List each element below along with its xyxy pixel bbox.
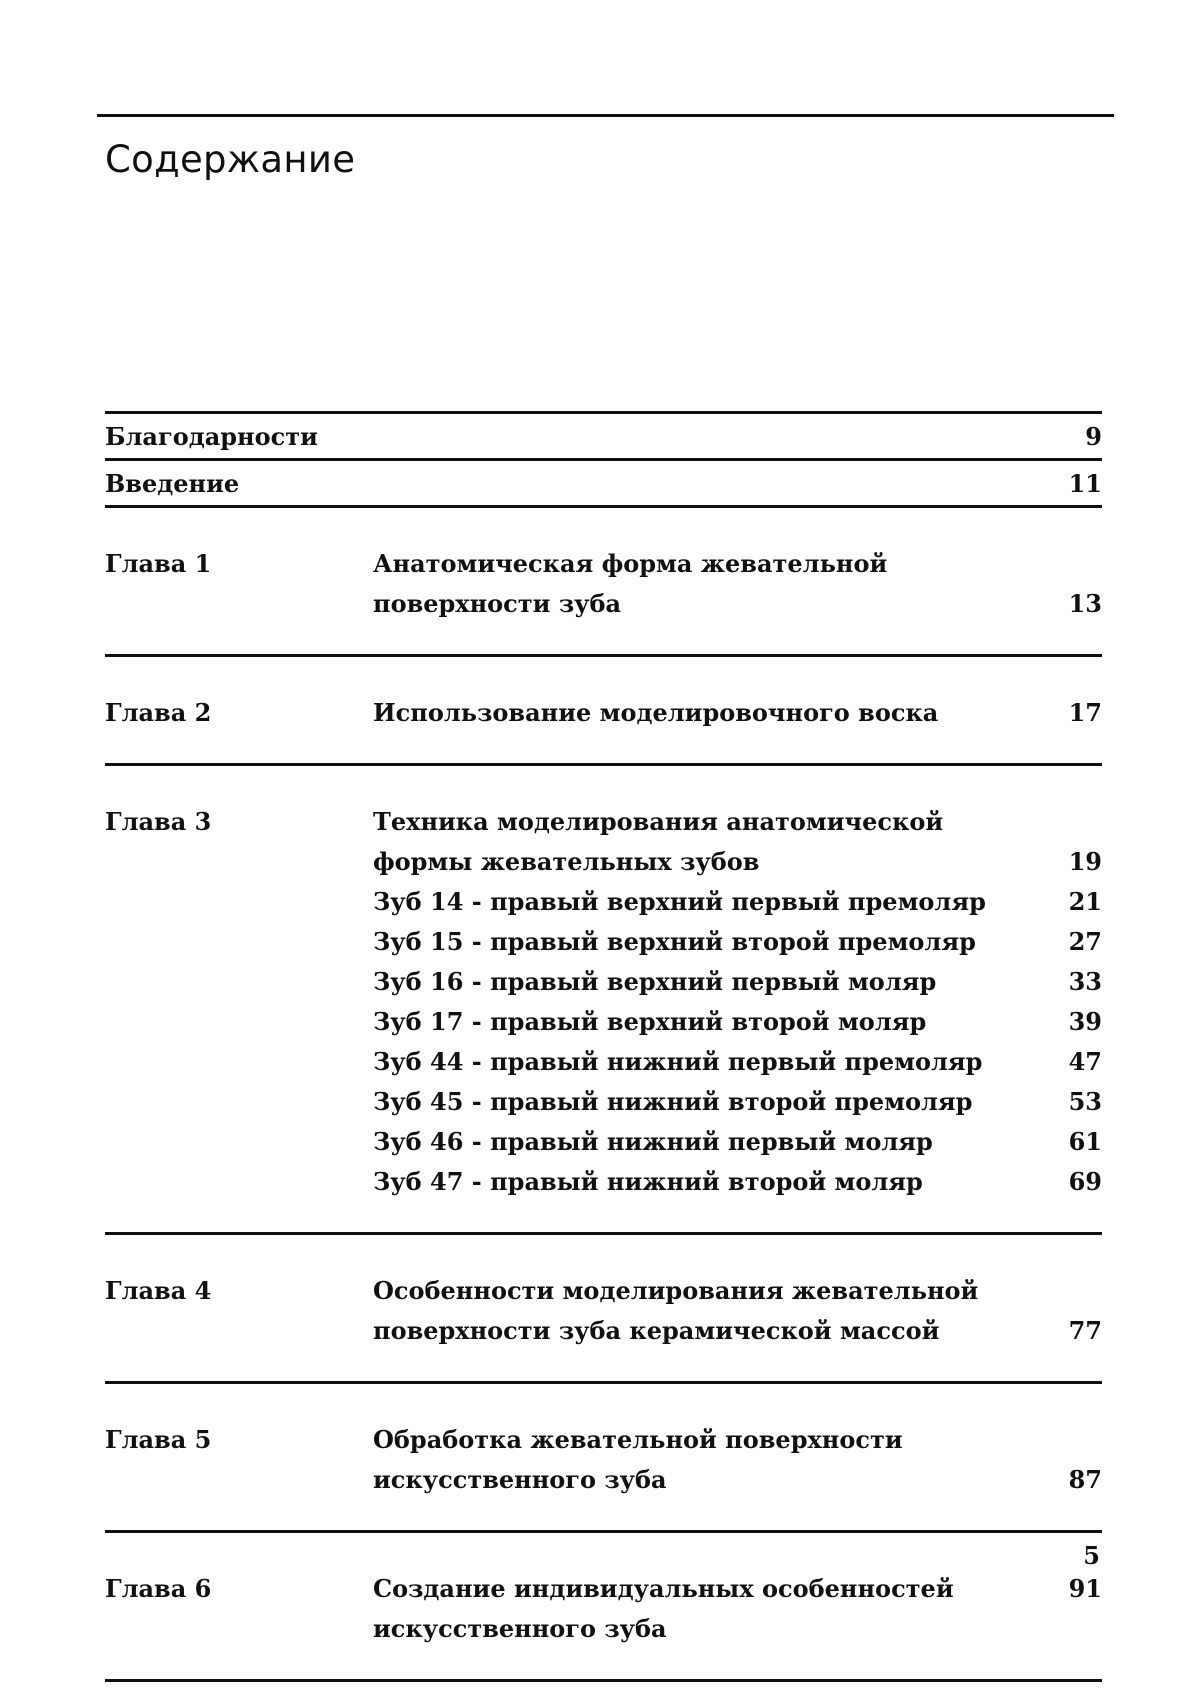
toc-line-page: 61: [1068, 1127, 1102, 1156]
toc-line-text: поверхности зуба керамической массой: [373, 1316, 940, 1345]
toc-chapter-2[interactable]: [105, 657, 1102, 763]
toc-chapter-4[interactable]: [105, 1235, 1102, 1381]
toc-line: [373, 1271, 1102, 1311]
toc-line[interactable]: [373, 882, 1102, 922]
toc-line-text: Зуб 14 - правый верхний первый премоляр: [373, 887, 986, 916]
toc-line-page: 13: [1068, 589, 1102, 618]
toc-line-text: поверхности зуба: [373, 589, 622, 618]
toc-line-text: Зуб 46 - правый нижний первый моляр: [373, 1127, 933, 1156]
toc-line: [373, 584, 1102, 624]
toc-line[interactable]: [373, 962, 1102, 1002]
toc-line: [373, 802, 1102, 842]
toc-line-page: 47: [1068, 1047, 1102, 1076]
toc-line-text: искусственного зуба: [373, 1614, 667, 1643]
toc-line-page: 87: [1068, 1465, 1102, 1494]
toc-line: [373, 693, 1102, 733]
toc-line-text: Зуб 17 - правый верхний второй моляр: [373, 1007, 927, 1036]
toc-line-text: Обработка жевательной поверхности: [373, 1425, 903, 1454]
toc-line-page: 53: [1068, 1087, 1102, 1116]
toc-line: [373, 1460, 1102, 1500]
toc-chapter-6[interactable]: [105, 1533, 1102, 1679]
toc-line[interactable]: [373, 1162, 1102, 1202]
toc-chapter-3[interactable]: [105, 766, 1102, 1232]
toc-line-text: Зуб 44 - правый нижний первый премоляр: [373, 1047, 983, 1076]
toc-line[interactable]: [373, 1042, 1102, 1082]
toc-line[interactable]: [373, 1122, 1102, 1162]
top-rule: [97, 114, 1114, 117]
toc-entry-page: 11: [1068, 469, 1102, 498]
toc-line-text: Анатомическая форма жевательной: [373, 549, 888, 578]
toc-line: [373, 1609, 1102, 1649]
toc-line-text: Зуб 47 - правый нижний второй моляр: [373, 1167, 923, 1196]
toc-line-page: 91: [1068, 1574, 1102, 1603]
toc-line-page: 17: [1068, 698, 1102, 727]
table-of-contents: [105, 411, 1102, 1682]
toc-line-page: 33: [1068, 967, 1102, 996]
toc-line[interactable]: [373, 1002, 1102, 1042]
toc-line-page: 27: [1068, 927, 1102, 956]
toc-line-text: формы жевательных зубов: [373, 847, 760, 876]
chapter-label: Глава 2: [105, 698, 212, 727]
page-title: Содержание: [105, 138, 356, 181]
toc-entry-label: Введение: [105, 469, 240, 498]
toc-line: [373, 1420, 1102, 1460]
toc-line[interactable]: [373, 1082, 1102, 1122]
chapter-label: Глава 5: [105, 1425, 212, 1454]
toc-line-text: Использование моделировочного воска: [373, 698, 939, 727]
toc-line[interactable]: [373, 922, 1102, 962]
toc-line-text: Особенности моделирования жевательной: [373, 1276, 979, 1305]
divider: [105, 1679, 1102, 1682]
toc-line-page: 21: [1068, 887, 1102, 916]
toc-line: [373, 544, 1102, 584]
toc-line-text: Техника моделирования анатомической: [373, 807, 944, 836]
toc-line-page: 39: [1068, 1007, 1102, 1036]
toc-line-page: 19: [1068, 847, 1102, 876]
toc-entry-page: 9: [1085, 422, 1102, 451]
toc-line: [373, 1569, 1102, 1609]
chapter-label: Глава 1: [105, 549, 212, 578]
toc-line-text: Зуб 15 - правый верхний второй премоляр: [373, 927, 976, 956]
toc-line-page: 69: [1068, 1167, 1102, 1196]
toc-line-text: Зуб 45 - правый нижний второй премоляр: [373, 1087, 973, 1116]
toc-line-text: Зуб 16 - правый верхний первый моляр: [373, 967, 937, 996]
chapter-label: Глава 6: [105, 1574, 212, 1603]
toc-line-text: искусственного зуба: [373, 1465, 667, 1494]
page-number: 5: [1083, 1541, 1100, 1570]
toc-chapter-1[interactable]: [105, 508, 1102, 654]
chapter-label: Глава 3: [105, 807, 212, 836]
toc-line: [373, 1311, 1102, 1351]
toc-line-text: Создание индивидуальных особенностей: [373, 1574, 954, 1603]
toc-entry-label: Благодарности: [105, 422, 318, 451]
toc-line: [373, 842, 1102, 882]
toc-line-page: 77: [1068, 1316, 1102, 1345]
toc-entry-introduction[interactable]: [105, 461, 1102, 505]
toc-entry-acknowledgements[interactable]: [105, 414, 1102, 458]
chapter-label: Глава 4: [105, 1276, 212, 1305]
toc-chapter-5[interactable]: [105, 1384, 1102, 1530]
